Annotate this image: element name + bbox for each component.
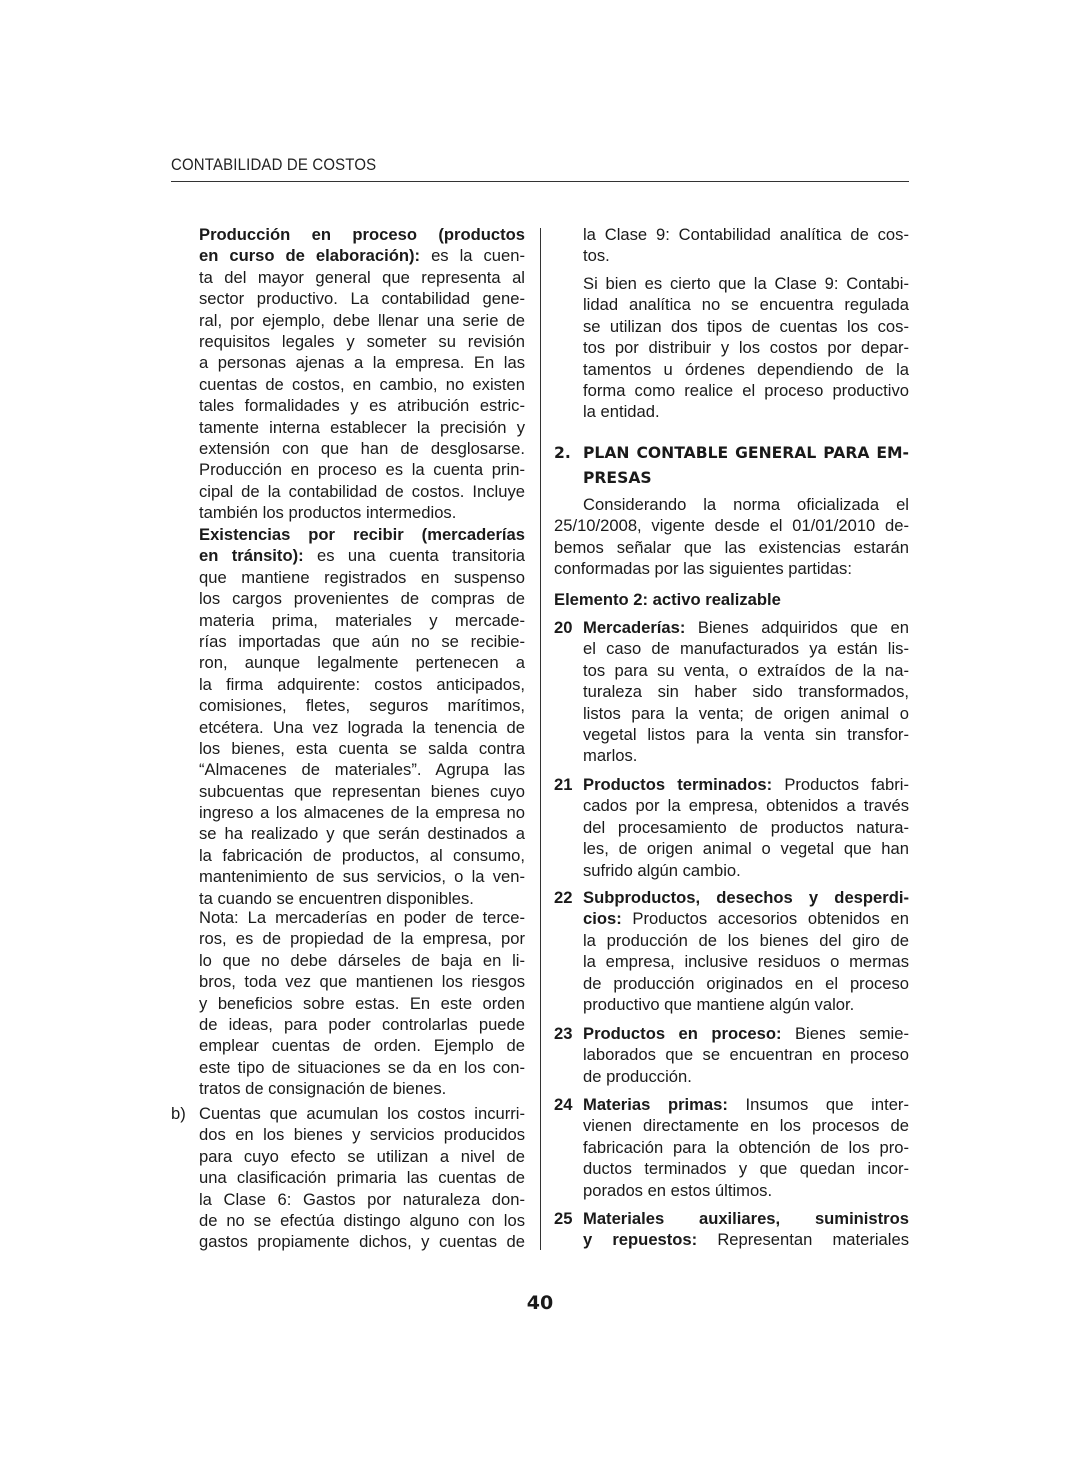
bold-term: Mercaderías:	[583, 618, 686, 637]
text-line: fabricación para la obtención de los pro-	[583, 1137, 909, 1157]
running-header: CONTABILIDAD DE COSTOS	[171, 155, 377, 174]
text-line: turaleza sin haber sido transformados,	[583, 682, 909, 702]
paragraph	[583, 273, 909, 423]
text-line: bros, toda vez que mantienen los riesgos	[199, 972, 525, 992]
item-label: 20	[554, 618, 573, 637]
item-label: 2.	[554, 444, 571, 462]
bold-term: Productos en proceso:	[583, 1024, 782, 1043]
text-line: también los productos intermedios.	[199, 503, 457, 523]
item-label: 23	[554, 1024, 573, 1043]
numbered-item	[554, 774, 909, 881]
text-line: mantenimiento de sus servicios, o la ven-	[199, 867, 525, 887]
text-line: comisiones, fletes, seguros marítimos,	[199, 696, 525, 716]
text-line: este tipo de situaciones se da en los con-	[199, 1057, 525, 1077]
text-line: que mantiene registrados en suspenso	[199, 567, 525, 587]
text-line: listos para la venta; de origen animal o	[583, 703, 909, 723]
text-line: cios: Productos accesorios obtenidos en	[583, 909, 909, 929]
text-line: forma como realice el proceso productivo	[583, 380, 909, 400]
text-line: marlos.	[583, 746, 638, 766]
paragraph	[199, 907, 525, 1100]
text-line: porados en estos últimos.	[583, 1180, 773, 1200]
text-line: ta del mayor general que representa al	[199, 267, 525, 287]
text-line: etcétera. Una vez lograda la tenencia de	[199, 717, 525, 737]
bold-term: Subproductos, desechos y desperdi-	[583, 888, 909, 907]
bold-term: en curso de elaboración):	[199, 246, 421, 266]
numbered-item	[554, 1094, 909, 1201]
paragraph	[554, 494, 909, 580]
text-line	[583, 466, 909, 491]
text-line: sufrido algún cambio.	[583, 860, 741, 880]
page-number: 40	[526, 1292, 554, 1314]
text-line	[583, 441, 909, 466]
section-heading	[554, 441, 909, 491]
item-label: 25	[554, 1209, 573, 1228]
text-line	[554, 589, 909, 610]
text-line: tamentos u órdenes dependiendo de la	[583, 359, 909, 379]
text-line: ros, es de propiedad de la empresa, por	[199, 929, 525, 949]
text-line: cuentas de costos, en cambio, no existen	[199, 374, 525, 394]
text-line: ingreso a los almacenes de la empresa no	[199, 803, 525, 823]
text-line: los bienes, esta cuenta se salda contra	[199, 738, 525, 758]
text-line: tos para su venta, o extraídos de la na-	[583, 660, 909, 680]
text-line: para cuyo efecto se utilizan a nivel de	[199, 1146, 525, 1166]
text-line: la firma adquirente: costos anticipados,	[199, 674, 525, 694]
text-line: tales formalidades y es atribución estric-	[199, 396, 525, 416]
text-line: emplear cuentas de orden. Ejemplo de	[199, 1036, 525, 1056]
numbered-item	[171, 1103, 525, 1253]
text-line	[199, 224, 525, 245]
text-line: una clasificación primaria las cuentas de	[199, 1168, 525, 1188]
text-line: se ha realizado y que serán destinados a	[199, 824, 525, 844]
text-line: y repuestos: Representan materiales	[583, 1230, 909, 1250]
header-rule	[171, 181, 909, 182]
text-line: la Clase 9: Contabilidad analítica de cos-	[583, 225, 909, 244]
text-line: les, de origen animal o vegetal que han	[583, 839, 909, 859]
item-label: 24	[554, 1095, 573, 1114]
text-line: vegetal listos para la venta sin transfor-	[583, 724, 909, 744]
text-line: ductos terminados y que quedan incor-	[583, 1159, 909, 1179]
bold-term: y repuestos:	[583, 1230, 698, 1250]
bold-term: Productos terminados:	[583, 775, 773, 794]
text-line: Productos terminados: Productos fabri-	[583, 775, 909, 794]
text-line: tratos de consignación de bienes.	[199, 1079, 447, 1099]
bold-term: cios:	[583, 909, 622, 929]
text-line: de no se efectúa distingo alguno con los	[199, 1210, 525, 1230]
text-line: Considerando la norma oficializada el	[583, 495, 909, 514]
text-line: la entidad.	[583, 402, 660, 422]
text-line: lo que no debe dárseles de baja en li-	[199, 950, 525, 970]
text-line: Cuentas que acumulan los costos incurri-	[199, 1104, 525, 1123]
text-line: los cargos provenientes de compras de	[199, 589, 525, 609]
numbered-item	[554, 1023, 909, 1087]
item-label: 22	[554, 888, 573, 907]
paragraph	[199, 524, 525, 909]
text-line: sector productivo. La contabilidad gene-	[199, 289, 525, 309]
text-line: de producción.	[583, 1066, 692, 1086]
text-line: Si bien es cierto que la Clase 9: Contabi-	[583, 274, 909, 293]
text-line: la empresa, inclusive residuos o mermas	[583, 952, 909, 972]
numbered-item	[554, 1208, 909, 1251]
text-line: cados por la empresa, obtenidos a través	[583, 796, 909, 816]
text-line: “Almacenes de materiales”. Agrupa las	[199, 760, 525, 780]
text-line: Producción en proceso es la cuenta prin-	[199, 460, 525, 480]
column-divider	[540, 228, 541, 1250]
text-line: se utilizan dos tipos de cuentas los cos-	[583, 316, 909, 336]
paragraph	[199, 224, 525, 523]
text-line	[583, 887, 909, 908]
text-line: gastos propiamente dichos, y cuentas de	[199, 1232, 525, 1252]
text-line: subcuentas que representan bienes cuyo	[199, 781, 525, 801]
paragraph	[554, 589, 909, 610]
text-line: del procesamiento de productos natura-	[583, 817, 909, 837]
text-line: tamente interna establecer la precisión y	[199, 417, 525, 437]
text-line: tos.	[583, 246, 610, 266]
paragraph	[583, 224, 909, 267]
bold-term: Elemento 2: activo realizable	[554, 590, 781, 609]
text-line: materia prima, materiales y mercade-	[199, 610, 525, 630]
item-label: 21	[554, 775, 573, 794]
text-line: ron, aunque legalmente pertenecen a	[199, 653, 525, 673]
text-line: la producción de los bienes del giro de	[583, 930, 909, 950]
text-line: extensión con que han de desglosarse.	[199, 438, 525, 458]
bold-term: PRESAS	[583, 469, 652, 487]
item-label: b)	[171, 1104, 186, 1123]
text-line: a personas ajenas a la empresa. En las	[199, 353, 525, 373]
text-line	[199, 524, 525, 545]
text-line: Productos en proceso: Bienes semie-	[583, 1024, 909, 1043]
text-line: conformadas por las siguientes partidas:	[554, 559, 852, 579]
text-line: tos por distribuir y los costos por depar-	[583, 338, 909, 358]
text-line: de ideas, para poder controlarlas puede	[199, 1014, 525, 1034]
text-line: productivo que mantiene algún valor.	[583, 994, 855, 1014]
bold-term: Materias primas:	[583, 1095, 728, 1114]
text-line: Nota: La mercaderías en poder de terce-	[199, 908, 525, 927]
text-line: la Clase 6: Gastos por naturaleza don-	[199, 1189, 525, 1209]
text-line	[583, 1208, 909, 1229]
text-line: en tránsito): es una cuenta transitoria	[199, 546, 525, 566]
text-line: dos en los bienes y servicios producidos	[199, 1125, 525, 1145]
text-line: laborados que se encuentran en proceso	[583, 1045, 909, 1065]
text-line: Materias primas: Insumos que inter-	[583, 1095, 909, 1114]
numbered-item	[554, 887, 909, 1015]
text-line: y beneficios sobre estas. En este orden	[199, 993, 525, 1013]
bold-term: Materiales auxiliares, suministros	[583, 1209, 909, 1228]
numbered-item	[554, 617, 909, 767]
text-line: requisitos legales y someter su revisión	[199, 331, 525, 351]
bold-term: Producción en proceso (productos	[199, 225, 525, 244]
text-line: ta cuando se encuentren disponibles.	[199, 888, 474, 908]
text-line: bemos señalar que las existencias estarán	[554, 537, 909, 557]
bold-term: en tránsito):	[199, 546, 304, 566]
text-line: de producción originados en el proceso	[583, 973, 909, 993]
text-line: Mercaderías: Bienes adquiridos que en	[583, 618, 909, 637]
text-line: lidad analítica no se encuentra regulada	[583, 295, 909, 315]
text-line: la fabricación de productos, al consumo,	[199, 845, 525, 865]
text-line: rías importadas que aún no se recibie-	[199, 631, 525, 651]
text-line: cipal de la contabilidad de costos. Incluye	[199, 481, 525, 501]
text-line: el caso de manufacturados ya están lis-	[583, 639, 909, 659]
bold-term: PLAN CONTABLE GENERAL PARA EM-	[583, 444, 909, 462]
text-line: en curso de elaboración): es la cuen-	[199, 246, 525, 266]
text-line: 25/10/2008, vigente desde el 01/01/2010 de-	[554, 516, 909, 536]
text-line: vienen directamente en los procesos de	[583, 1116, 909, 1136]
bold-term: Existencias por recibir (mercaderías	[199, 525, 525, 544]
text-line: ral, por ejemplo, debe llenar una serie de	[199, 310, 525, 330]
